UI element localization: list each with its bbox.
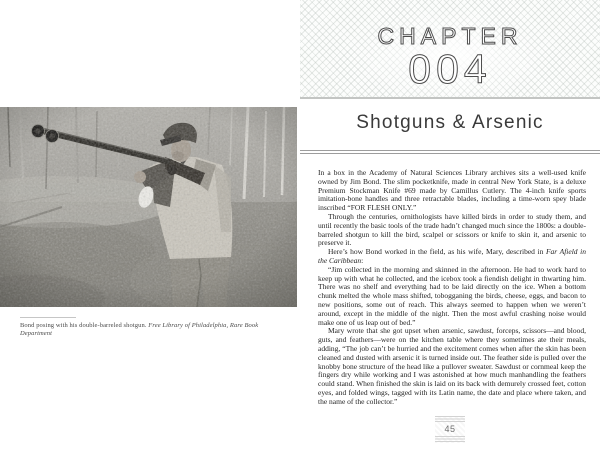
shotgun-photo — [0, 107, 297, 307]
photo-caption: Bond posing with his double-barreled shotgun. Free Library of Philadelphia, Rare Book Department — [20, 322, 259, 337]
body-paragraph: Here’s how Bond worked in the field, as his wife, Mary, described in Far Afield in the Caribbean: — [318, 247, 586, 265]
body-text — [318, 169, 586, 407]
body-paragraph: In a box in the Academy of Natural Sciences Library archives sits a well-used knife owned by Jim Bond. The slim pocketknife, made in central New York State, is a deluxe Premium Stockman Knife #69 made by Camillus Cutlery. The 4-inch knife sports imitation-bone handles and three retractable blades, including a time-worn spey blade inscribed “FOR FLESH ONLY.” — [318, 168, 586, 213]
chapter-title: Shotguns & Arsenic — [356, 112, 544, 133]
badge-stripes-top — [435, 416, 465, 423]
body-paragraph: “Jim collected in the morning and skinned in the afternoon. He had to work hard to keep up with what he collected, and the icebox took a fiendish delight in thwarting him. There was no shelf and everything had to be laid directly on the ice. When a bottom chunk melted the whole mass shifted, tobogganing the birds, cheese, eggs, and bacon to new positions, some out of reach. This always seemed to happen when we weren’t around, except in the middle of the night. Then the most awful crashing noise would make one of us leap out of bed.” — [318, 264, 586, 327]
photo-figure — [0, 107, 297, 307]
page-number: 45 — [444, 424, 456, 434]
caption-rule — [20, 317, 76, 318]
title-rule — [300, 150, 600, 154]
body-paragraph: Mary wrote that she got upset when arsenic, sawdust, forceps, scissors—and blood, guts, and feathers—were on the kitchen table where they sometimes ate their meals, adding, “The job can’t be hurried and the excitement comes when after the skin has been cleaned and dusted with arsenic it is turned inside out. The feather side is pulled over the knobby bone structure of the head like a pullover sweater. Sawdust or cornmeal keep the fingers dry while working and I was astonished at how much manhandling the feathers could stand. When finished the skin is laid on its back with demurely crossed feet, cotton eyes, and folded wings, tagged with its Latin name, the date and place where taken, and the name of the collector.” — [318, 326, 586, 406]
body-paragraph: Through the centuries, ornithologists have killed birds in order to study them, and until recently the basic tools of the trade hadn’t changed much since the 1800s: a double-barreled shotgun to kill the bird, scalpel or scissors or knife to skin it, and arsenic to preserve it. — [318, 211, 586, 248]
chapter-label: CHAPTER — [377, 23, 523, 49]
page-number-badge — [435, 416, 465, 443]
right-page — [300, 0, 600, 450]
badge-stripes-bottom — [435, 436, 465, 443]
chapter-number: 004 — [408, 46, 492, 92]
chapter-header — [300, 0, 600, 99]
